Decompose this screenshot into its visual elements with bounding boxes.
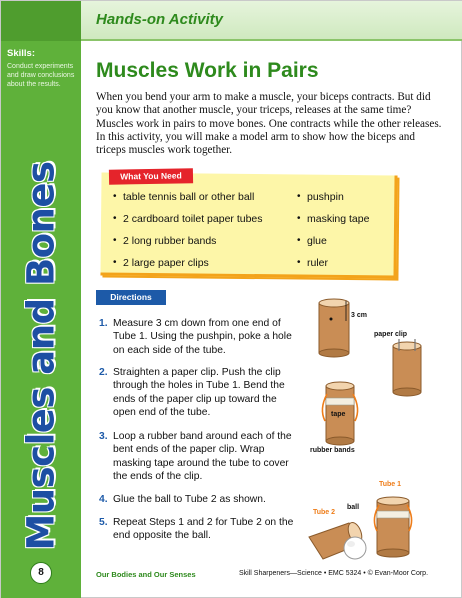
bullet-icon: • — [297, 235, 301, 246]
tube-step2-illustration — [393, 339, 421, 396]
step-number: 1. — [99, 318, 108, 329]
list-item-label: 2 long rubber bands — [123, 235, 217, 247]
footer-credit: Skill Sharpeners—Science • EMC 5324 • © Evan-Moor Corp. — [239, 570, 429, 577]
direction-step — [99, 430, 299, 483]
list-item — [297, 234, 369, 256]
list-item — [113, 212, 263, 234]
sidebar-header-strip — [1, 1, 81, 41]
label-tape: tape — [331, 411, 346, 418]
step-number: 4. — [99, 494, 108, 505]
step-number: 5. — [99, 517, 108, 528]
section-title: Muscles and Bones — [19, 161, 63, 551]
direction-step — [99, 516, 299, 543]
step-text: Loop a rubber band around each of the bent ends of the paper clip. Wrap masking tape around the tube to cover the ends of the clip. — [113, 431, 292, 482]
step-text: Glue the ball to Tube 2 as shown. — [113, 494, 266, 505]
label-paper-clip: paper clip — [374, 331, 408, 338]
bullet-icon: • — [113, 235, 117, 246]
list-item-label: pushpin — [307, 191, 344, 203]
list-item-label: table tennis ball or other ball — [123, 191, 255, 203]
list-item — [297, 212, 369, 234]
skills-title: Skills: — [7, 48, 35, 59]
page-title: Muscles Work in Pairs — [96, 59, 319, 82]
list-item — [297, 190, 369, 212]
tube-step1-illustration — [319, 299, 349, 357]
materials-heading: What You Need — [109, 168, 193, 184]
list-item-label: ruler — [307, 257, 329, 269]
sidebar — [1, 1, 81, 598]
step-text: Repeat Steps 1 and 2 for Tube 2 on the end opposite the ball. — [113, 517, 294, 542]
step-number: 3. — [99, 431, 108, 442]
label-tube2: Tube 2 — [313, 509, 336, 516]
bullet-icon: • — [113, 191, 117, 202]
list-item-label: 2 cardboard toilet paper tubes — [123, 213, 263, 225]
list-item — [113, 190, 263, 212]
direction-step — [99, 493, 299, 506]
bullet-icon: • — [113, 213, 117, 224]
label-ball: ball — [347, 504, 360, 511]
materials-list-left — [113, 190, 263, 278]
tube1-illustration — [374, 497, 411, 557]
direction-step — [99, 317, 299, 357]
list-item — [297, 256, 369, 278]
list-item-label: 2 large paper clips — [123, 257, 209, 269]
label-3cm: 3 cm — [351, 312, 367, 319]
materials-list-right — [297, 190, 369, 278]
directions-heading: Directions — [96, 290, 166, 305]
step-text: Measure 3 cm down from one end of Tube 1. Using the pushpin, poke a hole on each side of the tube. — [113, 318, 292, 356]
label-tube1: Tube 1 — [379, 481, 402, 488]
bullet-icon: • — [113, 257, 117, 268]
bullet-icon: • — [297, 213, 301, 224]
intro-paragraph: When you bend your arm to make a muscle, your biceps contracts. But did you know that another muscle, your triceps, releases at the same time? Muscles work in pairs to move bones. One contracts while the other releases. In this activity, you will make a model arm to show how the biceps and triceps muscles work together. — [96, 91, 442, 157]
direction-step — [99, 366, 299, 419]
list-item-label: masking tape — [307, 213, 370, 225]
list-item-label: glue — [307, 235, 327, 247]
label-rubber-bands: rubber bands — [310, 447, 355, 454]
list-item — [113, 234, 263, 256]
step-text: Straighten a paper clip. Push the clip through the holes in Tube 1. Bend the ends of the paper clip up toward the open end of the tube. — [113, 367, 285, 418]
list-item — [113, 256, 263, 278]
step-number: 2. — [99, 367, 108, 378]
footer-book-title: Our Bodies and Our Senses — [96, 570, 196, 579]
bullet-icon: • — [297, 191, 301, 202]
activity-label: Hands-on Activity — [96, 11, 223, 28]
tube2-illustration — [309, 521, 366, 559]
skills-text: Conduct experiments and draw conclusions about the results. — [7, 63, 75, 88]
bullet-icon: • — [297, 257, 301, 268]
page-number: 8 — [30, 562, 52, 584]
